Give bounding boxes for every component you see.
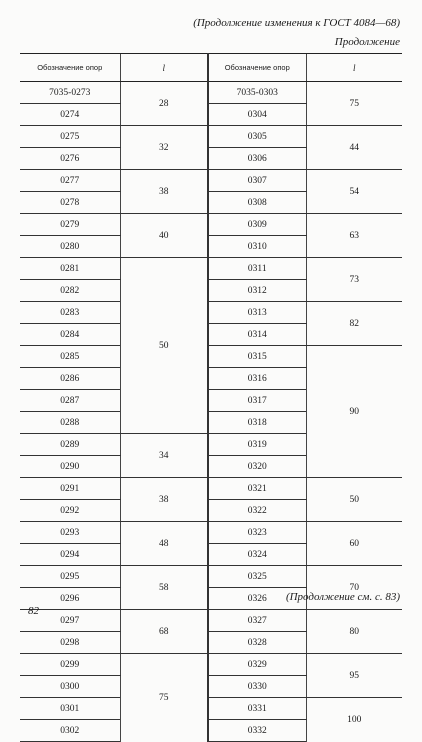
l-value-cell: 58 xyxy=(120,566,208,610)
designation-cell: 0297 xyxy=(20,610,120,632)
designation-cell: 0279 xyxy=(20,214,120,236)
designation-cell: 0330 xyxy=(208,676,306,698)
designation-cell: 0329 xyxy=(208,654,306,676)
header-l-right: l xyxy=(306,54,402,82)
designation-cell: 0318 xyxy=(208,412,306,434)
table-row xyxy=(20,610,402,632)
designation-cell: 0283 xyxy=(20,302,120,324)
designation-cell: 0309 xyxy=(208,214,306,236)
designation-cell: 0310 xyxy=(208,236,306,258)
designation-cell: 0299 xyxy=(20,654,120,676)
designation-cell: 0322 xyxy=(208,500,306,522)
header-l-left: l xyxy=(120,54,208,82)
l-value-cell: 38 xyxy=(120,170,208,214)
l-value-cell: 73 xyxy=(306,258,402,302)
l-value-cell: 70 xyxy=(306,566,402,610)
designation-cell: 0290 xyxy=(20,456,120,478)
continuation-note: (Продолжение см. с. 83) xyxy=(285,591,400,603)
header-designation-right: Обозначение опор xyxy=(208,54,306,82)
l-value-cell: 100 xyxy=(306,698,402,742)
l-value-cell: 63 xyxy=(306,214,402,258)
designation-cell: 0323 xyxy=(208,522,306,544)
continuation-label: Продолжение xyxy=(334,36,400,48)
designation-cell: 0314 xyxy=(208,324,306,346)
designation-cell: 0294 xyxy=(20,544,120,566)
designation-cell: 0288 xyxy=(20,412,120,434)
designation-cell: 0298 xyxy=(20,632,120,654)
l-value-cell: 50 xyxy=(306,478,402,522)
designation-cell: 0324 xyxy=(208,544,306,566)
l-value-cell: 48 xyxy=(120,522,208,566)
l-value-cell: 80 xyxy=(306,610,402,654)
designation-cell: 0328 xyxy=(208,632,306,654)
table-row xyxy=(20,478,402,500)
designation-cell: 0281 xyxy=(20,258,120,280)
designation-cell: 0275 xyxy=(20,126,120,148)
designation-cell: 0313 xyxy=(208,302,306,324)
l-value-cell: 75 xyxy=(306,82,402,126)
designation-cell: 0320 xyxy=(208,456,306,478)
designation-cell: 0291 xyxy=(20,478,120,500)
designation-cell: 0280 xyxy=(20,236,120,258)
l-value-cell: 50 xyxy=(120,258,208,434)
table-row xyxy=(20,654,402,676)
designation-cell: 0312 xyxy=(208,280,306,302)
designation-cell: 0305 xyxy=(208,126,306,148)
table-row xyxy=(20,82,402,104)
table-row xyxy=(20,566,402,588)
designation-cell: 0301 xyxy=(20,698,120,720)
designation-cell: 0277 xyxy=(20,170,120,192)
l-value-cell: 54 xyxy=(306,170,402,214)
table-row xyxy=(20,214,402,236)
l-value-cell: 38 xyxy=(120,478,208,522)
designation-cell: 0316 xyxy=(208,368,306,390)
designation-cell: 0321 xyxy=(208,478,306,500)
designation-cell: 0300 xyxy=(20,676,120,698)
designation-cell: 0325 xyxy=(208,566,306,588)
designation-cell: 0306 xyxy=(208,148,306,170)
designation-cell: 0307 xyxy=(208,170,306,192)
designation-cell: 0293 xyxy=(20,522,120,544)
l-value-cell: 75 xyxy=(120,654,208,742)
designation-cell: 0308 xyxy=(208,192,306,214)
designation-cell: 0282 xyxy=(20,280,120,302)
table-row xyxy=(20,346,402,368)
designation-cell: 0311 xyxy=(208,258,306,280)
designation-cell: 0302 xyxy=(20,720,120,742)
designation-cell: 0304 xyxy=(208,104,306,126)
l-value-cell: 68 xyxy=(120,610,208,654)
table-row xyxy=(20,170,402,192)
supports-table xyxy=(20,53,402,742)
l-value-cell: 28 xyxy=(120,82,208,126)
designation-cell: 0278 xyxy=(20,192,120,214)
l-value-cell: 82 xyxy=(306,302,402,346)
designation-cell: 0289 xyxy=(20,434,120,456)
designation-cell: 0285 xyxy=(20,346,120,368)
l-value-cell: 32 xyxy=(120,126,208,170)
l-value-cell: 44 xyxy=(306,126,402,170)
table-row xyxy=(20,258,402,280)
l-value-cell: 60 xyxy=(306,522,402,566)
l-value-cell: 90 xyxy=(306,346,402,478)
table-row xyxy=(20,126,402,148)
designation-cell: 0327 xyxy=(208,610,306,632)
table-row xyxy=(20,302,402,324)
table-header-row xyxy=(20,54,402,82)
designation-cell: 0274 xyxy=(20,104,120,126)
designation-cell: 0284 xyxy=(20,324,120,346)
designation-cell: 0276 xyxy=(20,148,120,170)
l-value-cell: 34 xyxy=(120,434,208,478)
designation-cell: 0332 xyxy=(208,720,306,742)
document-header: (Продолжение изменения к ГОСТ 4084—68) xyxy=(193,17,400,29)
designation-cell: 0287 xyxy=(20,390,120,412)
table-row xyxy=(20,698,402,720)
designation-cell: 7035-0273 xyxy=(20,82,120,104)
designation-cell: 0319 xyxy=(208,434,306,456)
l-value-cell: 40 xyxy=(120,214,208,258)
table-body xyxy=(20,82,402,742)
designation-cell: 0292 xyxy=(20,500,120,522)
designation-cell: 7035-0303 xyxy=(208,82,306,104)
designation-cell: 0286 xyxy=(20,368,120,390)
page-number: 82 xyxy=(28,605,39,617)
table-row xyxy=(20,522,402,544)
designation-cell: 0315 xyxy=(208,346,306,368)
designation-cell: 0326 xyxy=(208,588,306,610)
designation-cell: 0295 xyxy=(20,566,120,588)
l-value-cell: 95 xyxy=(306,654,402,698)
designation-cell: 0317 xyxy=(208,390,306,412)
designation-cell: 0331 xyxy=(208,698,306,720)
header-designation-left: Обозначение опор xyxy=(20,54,120,82)
designation-cell: 0296 xyxy=(20,588,120,610)
